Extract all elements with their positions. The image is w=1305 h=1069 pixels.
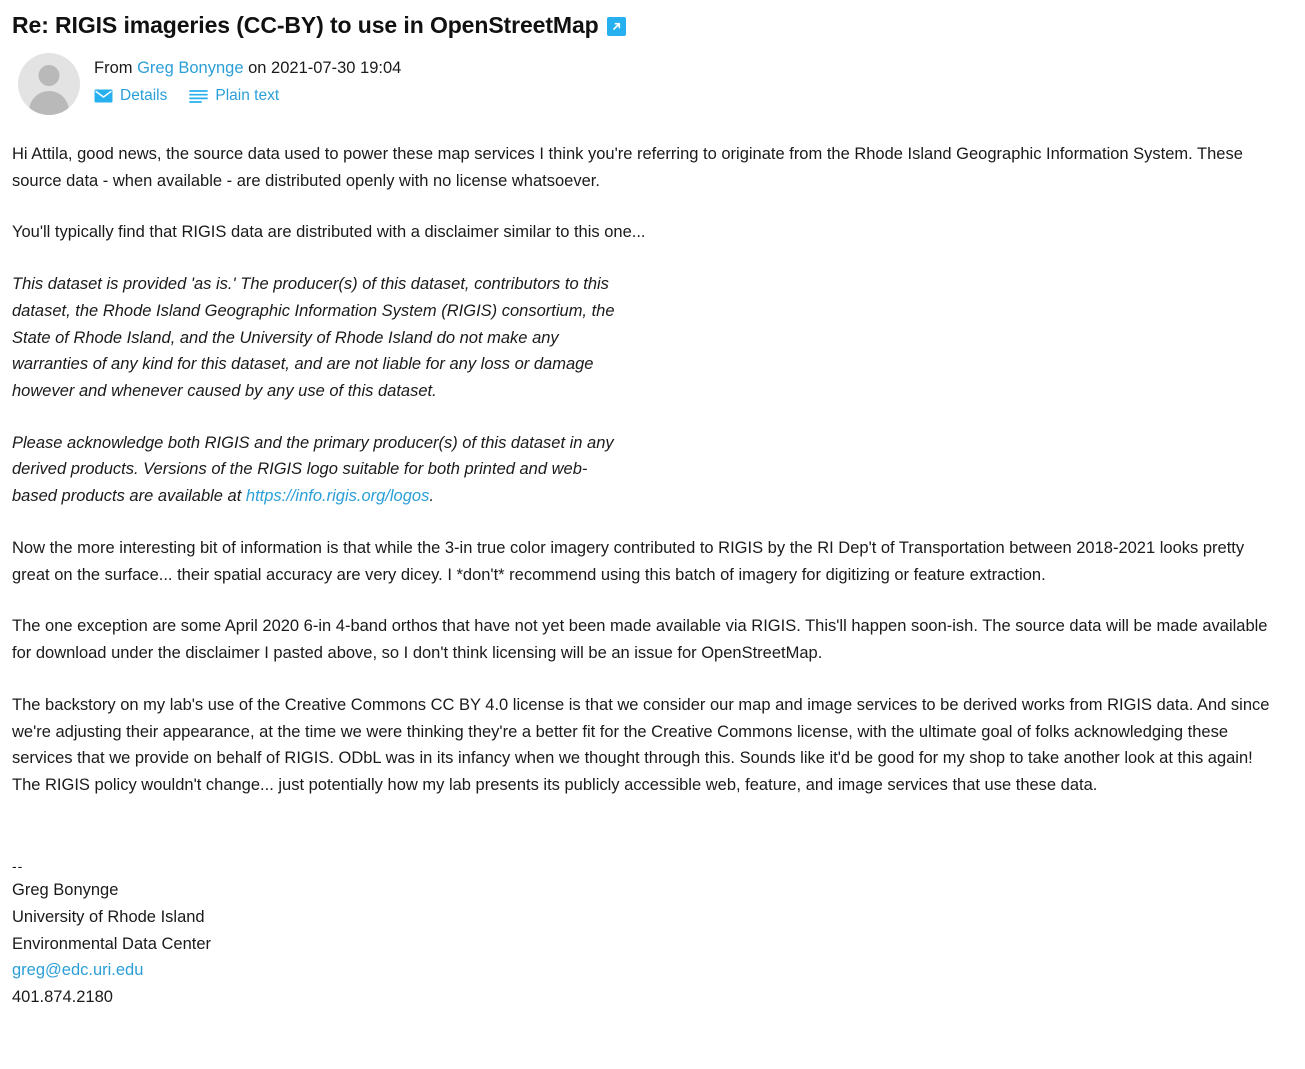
paragraph: The one exception are some April 2020 6-in 4-band orthos that have not yet been made available via RIGIS. This'll happen soon-ish. The source data will be made available for download under the disclaimer I pasted above, so I don't think licensing will be an issue for OpenStreetMap. xyxy=(12,617,1268,663)
sender-link[interactable]: Greg Bonynge xyxy=(137,59,244,77)
signature-block xyxy=(12,855,1282,1011)
from-label: From xyxy=(94,59,133,77)
quote-text-before: Please acknowledge both RIGIS and the primary producer(s) of this dataset in any derived products. Versions of the RIGIS logo suitable for both printed and web-based products are available at xyxy=(12,433,614,506)
quoted-disclaimer: This dataset is provided 'as is.' The producer(s) of this dataset, contributors to this dataset, the Rhode Island Geographic Information System (RIGIS) consortium, the State of Rhode Island, and the University of Rhode Island do not make any warranties of any kind for this dataset, and are not liable for any loss or damage however and whenever caused by any use of this dataset. xyxy=(12,275,615,401)
message-body xyxy=(12,141,1282,1011)
signature-separator: -- xyxy=(12,857,24,874)
page-title: Re: RIGIS imageries (CC-BY) to use in OpenStreetMap xyxy=(12,12,599,38)
signature-email-link[interactable]: greg@edc.uri.edu xyxy=(12,961,144,980)
signature-name: Greg Bonynge xyxy=(12,881,119,900)
signature-phone: 401.874.2180 xyxy=(12,988,113,1007)
signature-dept: Environmental Data Center xyxy=(12,934,212,953)
message-actions xyxy=(94,87,401,105)
avatar-head xyxy=(39,65,60,86)
external-link-icon[interactable] xyxy=(607,17,626,36)
envelope-icon xyxy=(94,89,113,103)
paragraph: Hi Attila, good news, the source data used to power these map services I think you're referring to originate from the Rhode Island Geographic Information System. These source data - when available - are distributed openly with no license whatsoever. xyxy=(12,145,1243,190)
plain-text-label: Plain text xyxy=(215,87,280,104)
rigis-logos-link[interactable]: https://info.rigis.org/logos xyxy=(245,487,430,506)
plain-text-button[interactable] xyxy=(189,87,279,105)
signature-org: University of Rhode Island xyxy=(12,908,205,927)
quoted-acknowledgement xyxy=(12,430,632,510)
avatar-body xyxy=(29,91,69,115)
paragraph: Now the more interesting bit of information is that while the 3-in true color imagery contributed to RIGIS by the RI Dep't of Transportation between 2018-2021 looks pretty great on the surface... their spatial accuracy are very dicey. I *don't* recommend using this batch of imagery for digitizing or feature extraction. xyxy=(12,538,1245,584)
quote-text-after: . xyxy=(429,487,434,506)
paragraph: You'll typically find that RIGIS data are distributed with a disclaimer similar to this one... xyxy=(12,223,646,242)
on-label: on xyxy=(248,59,267,77)
details-button[interactable] xyxy=(94,87,167,105)
subject-row xyxy=(12,12,1293,39)
message-date: 2021-07-30 19:04 xyxy=(271,59,402,77)
list-lines-icon xyxy=(189,89,208,103)
message-header xyxy=(12,53,1293,115)
message-meta xyxy=(94,53,401,105)
avatar xyxy=(18,53,80,115)
paragraph: The backstory on my lab's use of the Creative Commons CC BY 4.0 license is that we consider our map and image services to be derived works from RIGIS data. And since we're adjusting their appearance, at the time we were thinking they're a better fit for the Creative Commons license, with the ultimate goal of folks acknowledging these services that we provide on behalf of RIGIS. ODbL was in its infancy when we thought through this. Sounds like it'd be good for my shop to take another look at this again! The RIGIS policy wouldn't change... just potentially how my lab presents its publicly accessible web, feature, and image services that use these data. xyxy=(12,695,1270,794)
details-label: Details xyxy=(120,87,168,104)
sender-line xyxy=(94,59,401,78)
